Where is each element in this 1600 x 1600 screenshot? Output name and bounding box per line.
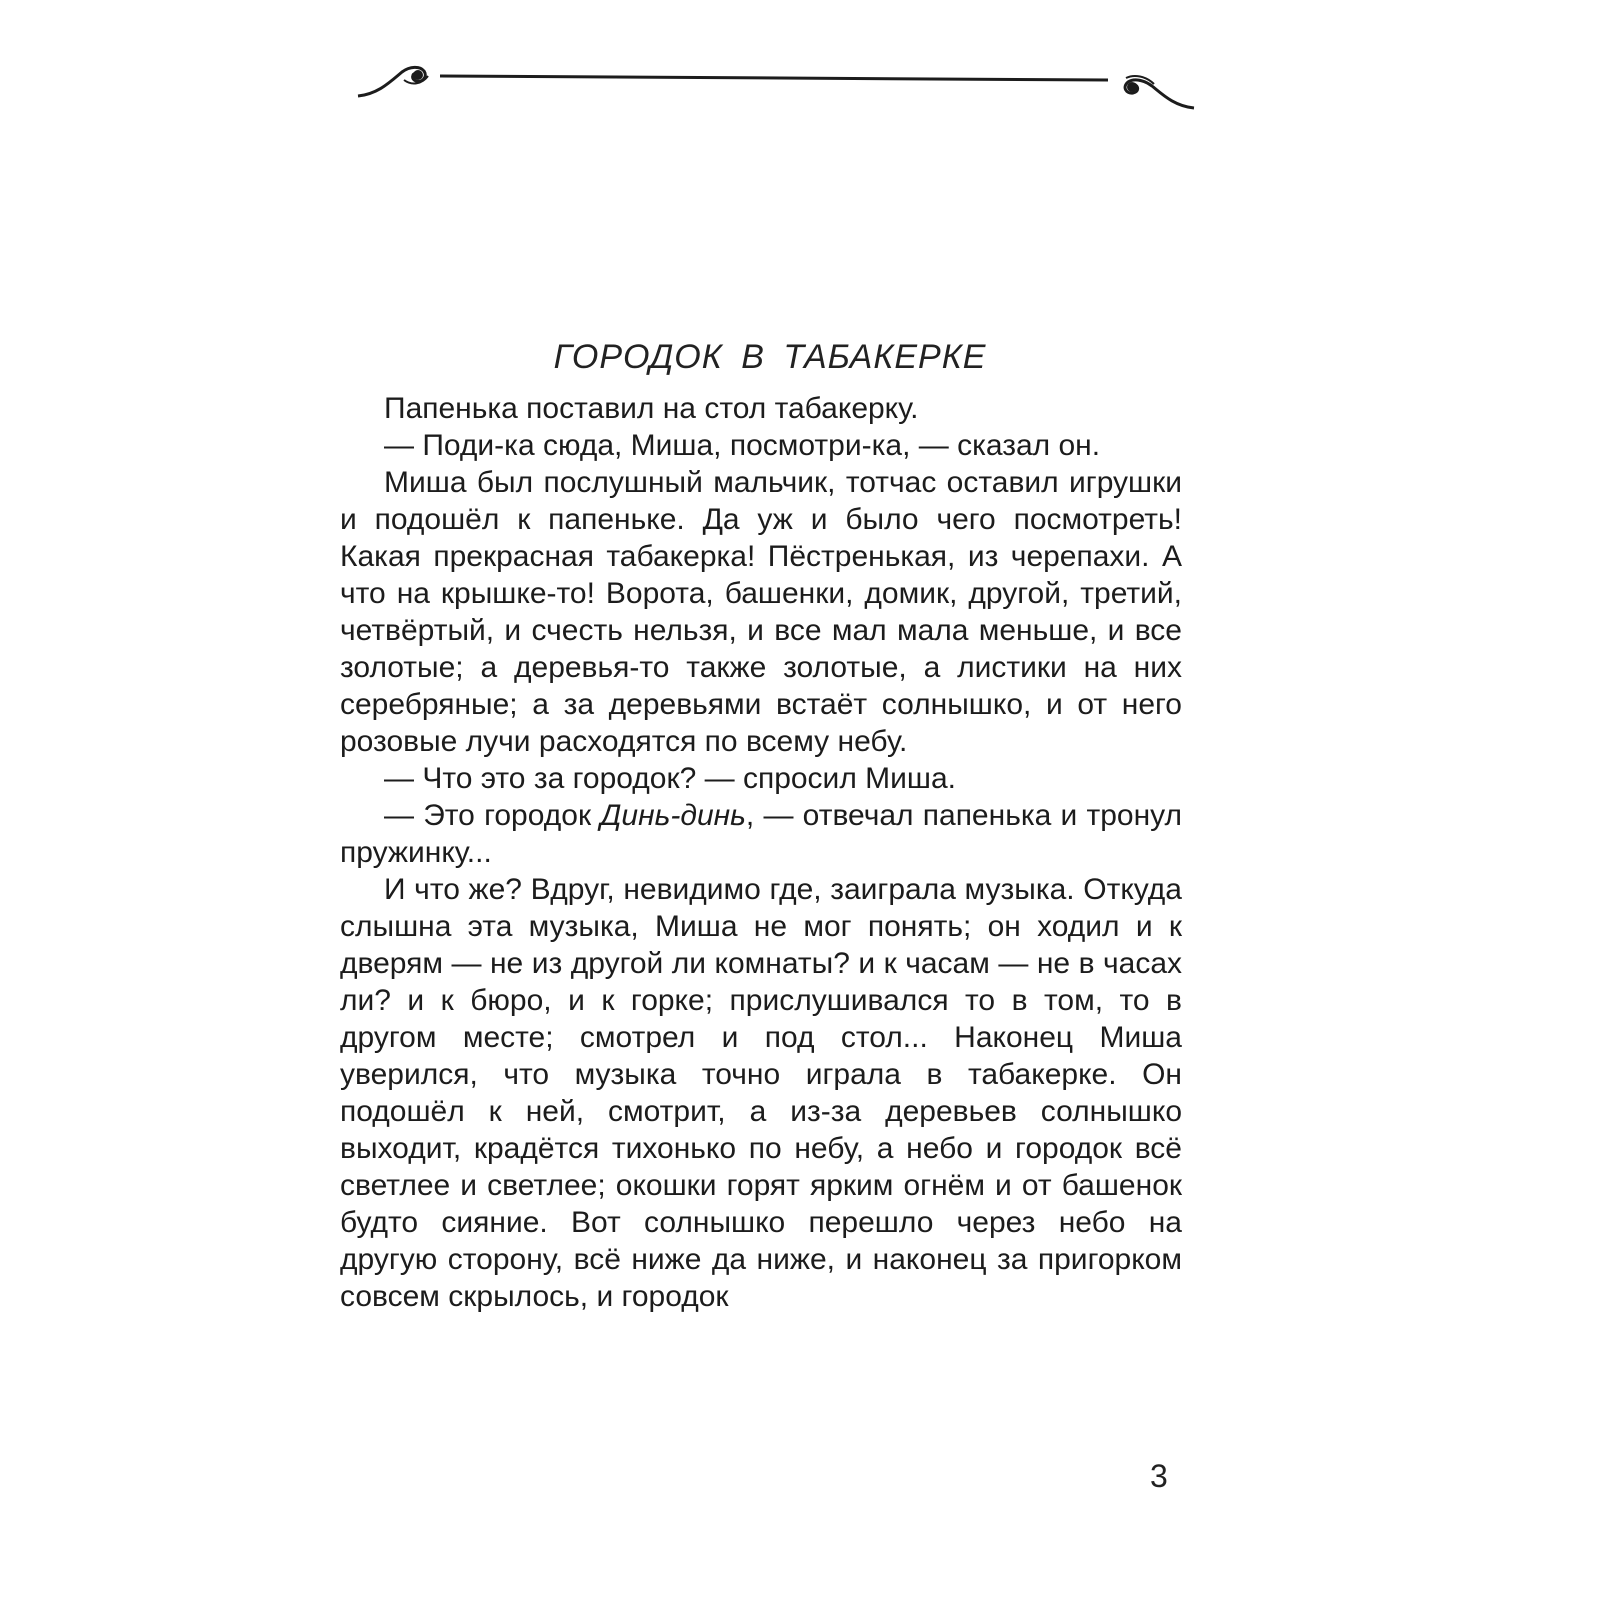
story-text <box>340 390 1182 1315</box>
paragraph: Миша был послушный мальчик, тотчас оставил игрушки и подошёл к папеньке. Да уж и было чего посмотреть! Какая прекрасная табакерка! Пёстренькая, из черепахи. А что на крышке-то! Ворота, башенки, домик, другой, третий, четвёртый, и счесть нельзя, и все мал мала меньше, и все золотые; а деревья-то также золотые, а листики на них серебряные; а за деревьями встаёт солнышко, и от него розовые лучи расходятся по всему небу. <box>340 466 1182 758</box>
page-number: 3 <box>1150 1458 1168 1494</box>
paragraph <box>340 797 1182 871</box>
paragraph: — Поди-ка сюда, Миша, посмотри-ка, — сказал он. <box>384 429 1101 462</box>
paragraph: — Что это за городок? — спросил Миша. <box>384 762 956 795</box>
paragraph-text: — Это городок <box>384 799 601 832</box>
paragraph: Папенька поставил на стол табакерку. <box>384 392 919 425</box>
paragraph-text: , — отвечал папенька и тронул пружинку... <box>340 799 1182 869</box>
paragraph: И что же? Вдруг, невидимо где, заиграла музыка. Откуда слышна эта музыка, Миша не мог понять; он ходил и к дверям — не из другой ли комнаты? и к часам — не в часах ли? и к бюро, и к горке; прислушивался то в том, то в другом месте; смотрел и под стол... Наконец Миша уверился, что музыка точно играла в табакерке. Он подошёл к ней, смотрит, а из-за деревьев солнышко выходит, крадётся тихонько по небу, а небо и городок всё светлее и светлее; окошки горят ярким огнём и от башенок будто сияние. Вот солнышко перешло через небо на другую сторону, всё ниже да ниже, и наконец за пригорком совсем скрылось, и городок <box>340 873 1182 1313</box>
italic-town-name: Динь-динь <box>600 799 746 832</box>
story-title: ГОРОДОК В ТАБАКЕРКЕ <box>553 338 987 376</box>
header-ornament-icon <box>356 58 1196 118</box>
